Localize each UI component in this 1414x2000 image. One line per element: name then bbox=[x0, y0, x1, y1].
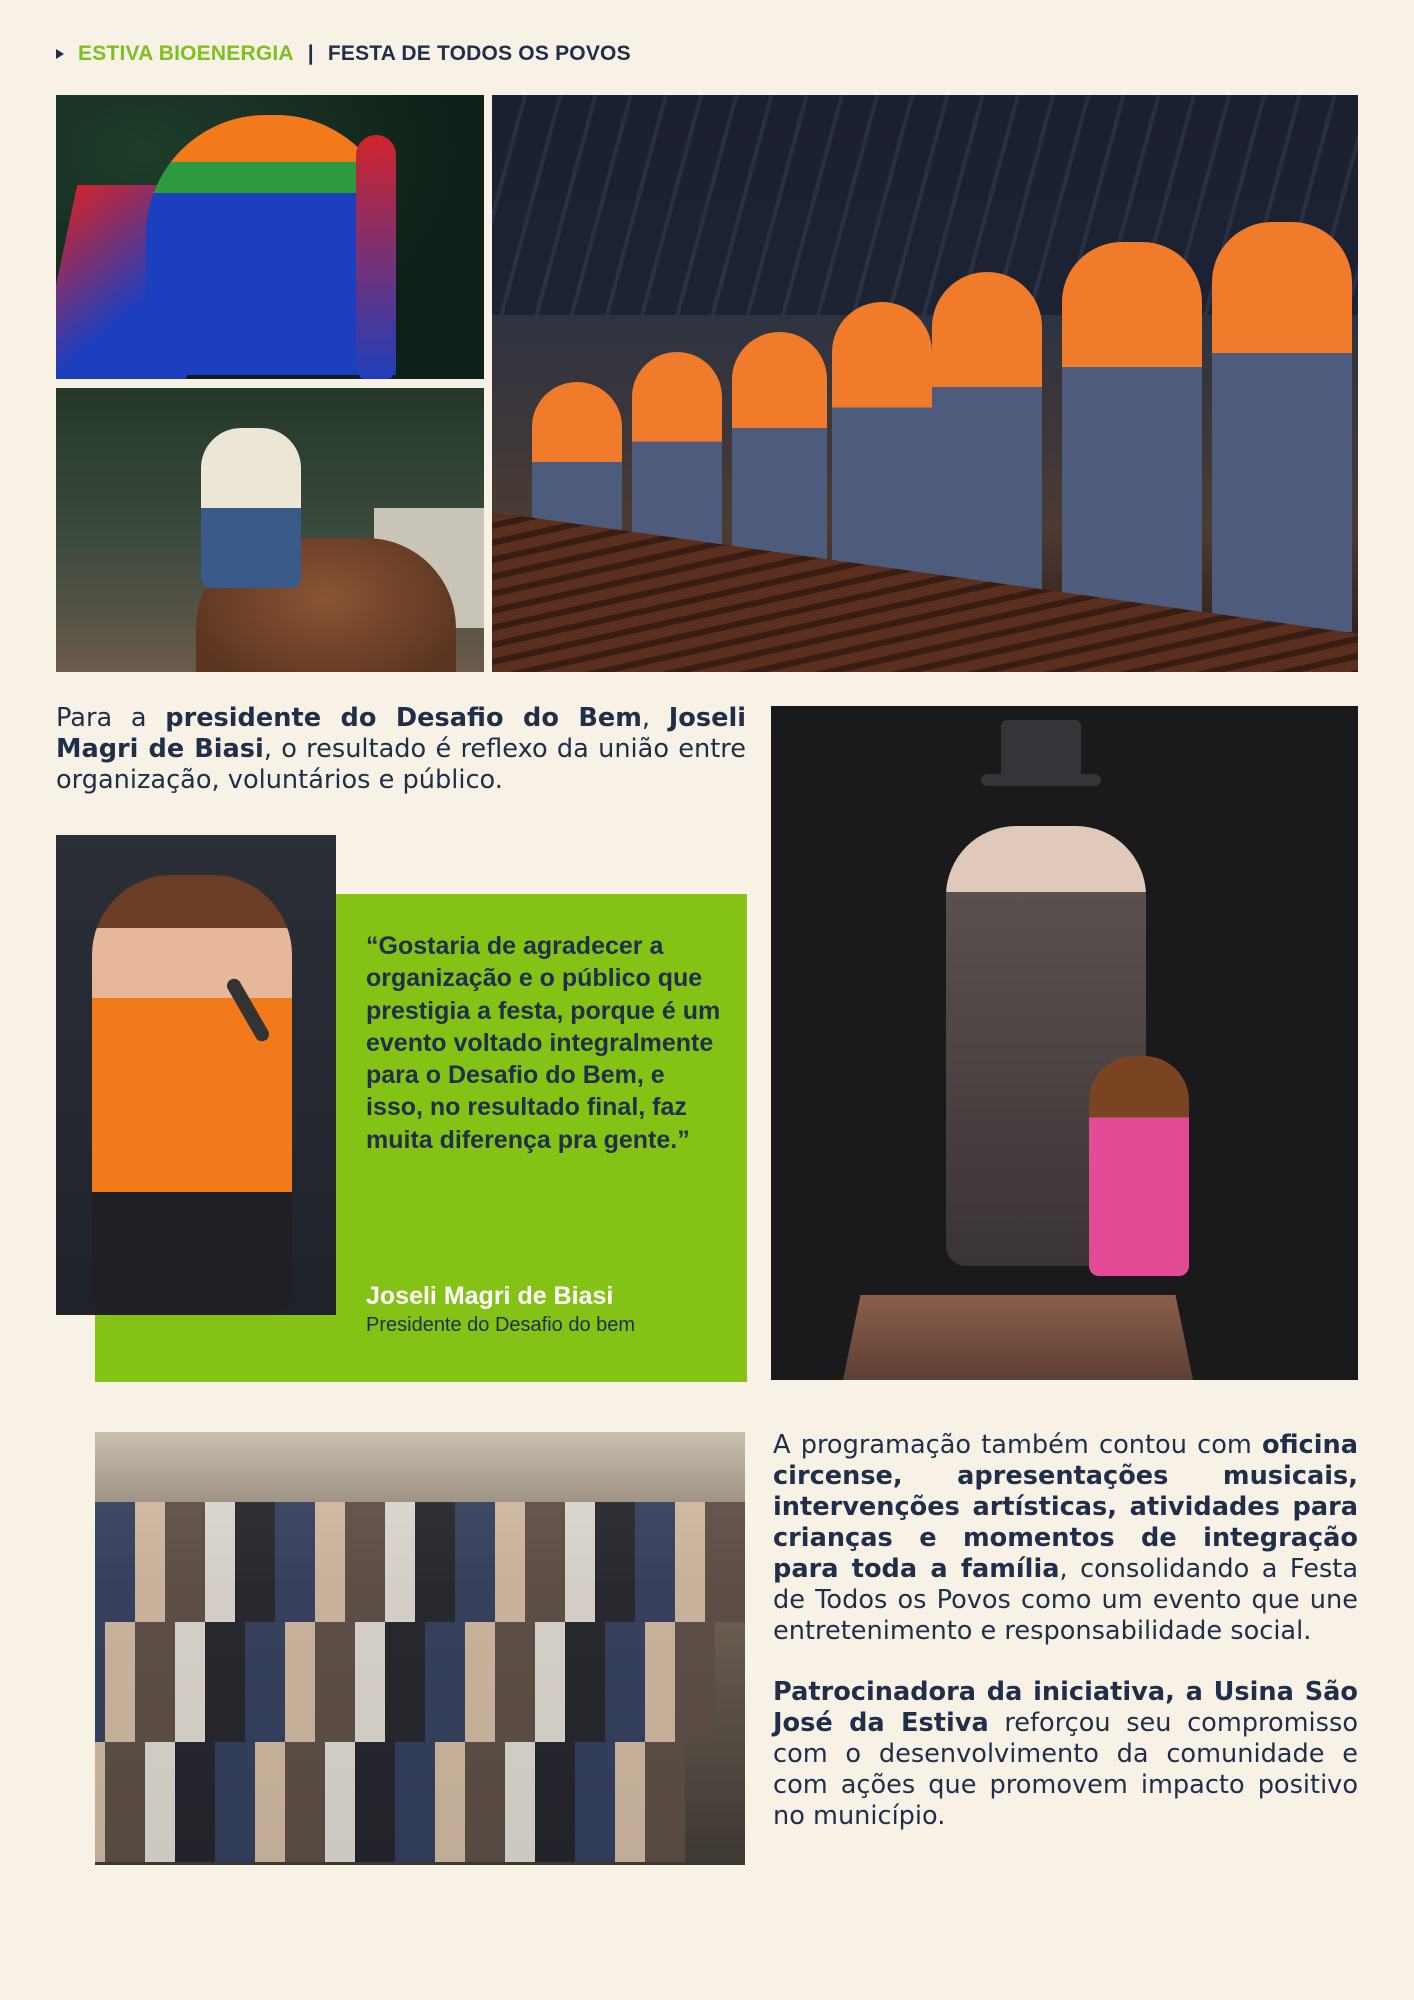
speaker-photo bbox=[56, 835, 336, 1315]
header-separator: | bbox=[307, 42, 314, 65]
intro-text-2: , bbox=[641, 703, 669, 733]
mechanical-bull-photo bbox=[56, 388, 484, 672]
program-text-1: A programação também contou com bbox=[773, 1430, 1262, 1460]
brand-name: ESTIVA BIOENERGIA bbox=[78, 42, 294, 65]
program-text-2: , consolidando a Festa de Todos os Povos como um evento que une entretenimento e responsabilidade social. bbox=[773, 1554, 1358, 1646]
churrasco-grill-photo bbox=[492, 95, 1358, 672]
intro-bold-1: presidente do Desafio do Bem bbox=[165, 703, 642, 733]
magician-photo bbox=[771, 706, 1358, 1380]
section-title: FESTA DE TODOS OS POVOS bbox=[327, 42, 631, 65]
intro-bold-2: Joseli Magri de Biasi bbox=[56, 703, 746, 764]
intro-paragraph bbox=[56, 703, 746, 796]
sponsor-paragraph bbox=[773, 1677, 1358, 1832]
crowd-photo bbox=[95, 1432, 745, 1865]
page-header bbox=[56, 40, 631, 68]
sponsor-bold-1: Patrocinadora da iniciativa, a Usina São José da Estiva bbox=[773, 1677, 1358, 1738]
program-bold-1: oficina circense, apresentações musicais, intervenções artísticas, atividades para crianças e momentos de integração para toda a família bbox=[773, 1430, 1358, 1584]
quote-text: “Gostaria de agradecer a organização e o público que prestigia a festa, porque é um evento voltado integralmente para o Desafio do Bem, e isso, no resultado final, faz muita diferença pra gente.” bbox=[366, 932, 721, 1154]
program-paragraph bbox=[773, 1430, 1358, 1647]
intro-text-1: Para a bbox=[56, 703, 166, 733]
intro-text-3: , o resultado é reflexo da união entre organização, voluntários e público. bbox=[56, 734, 746, 795]
quote-author-role: Presidente do Desafio do bem bbox=[366, 1314, 636, 1336]
sponsor-text-1: reforçou seu compromisso com o desenvolvimento da comunidade e com ações que promovem impacto positivo no município. bbox=[773, 1708, 1358, 1831]
bouncy-castle-photo bbox=[56, 95, 484, 379]
triangle-bullet-icon bbox=[56, 49, 64, 59]
quote-author: Joseli Magri de Biasi bbox=[366, 1282, 614, 1310]
